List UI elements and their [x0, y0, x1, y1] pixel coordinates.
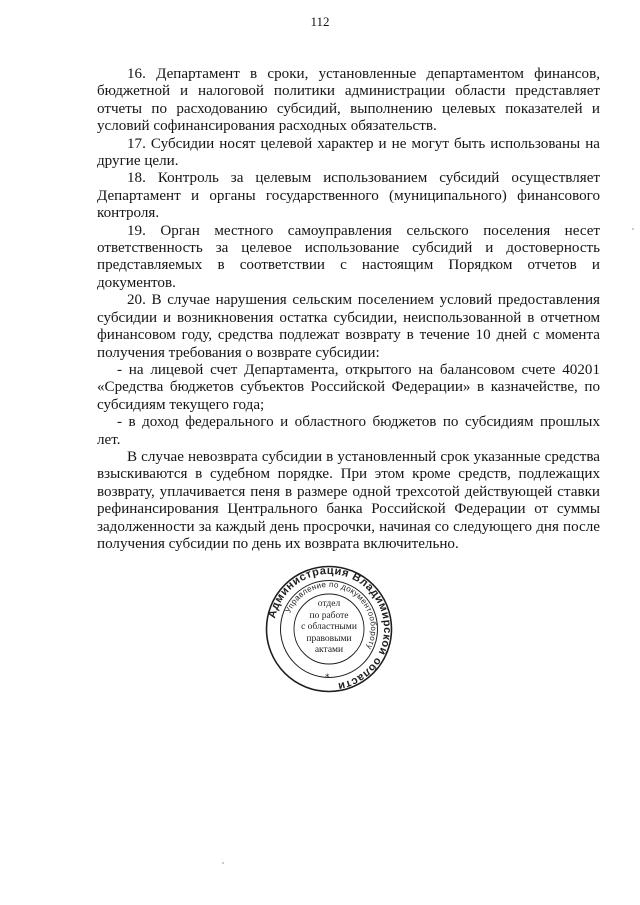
official-stamp	[265, 565, 393, 693]
stamp-inner-ring-text: Управление по документообороту	[283, 579, 379, 652]
stamp-outer-ring-text: Администрация Владимирской области	[266, 565, 393, 693]
paragraph: 19. Орган местного самоуправления сельского поселения несет ответственность за целевое использование субсидий и достоверность представляемых в соответствии с настоящим Порядком отчетов и документов.	[97, 222, 600, 291]
paragraph: 18. Контроль за целевым использованием субсидий осуществляет Департамент и органы государственного (муниципального) финансового контроля.	[97, 170, 600, 222]
page-number: 112	[310, 14, 330, 29]
paragraph: 20. В случае нарушения сельским поселением условий предоставления субсидии и возникновения остатка субсидии, неиспользованной в отчетном финансовом году, средства подлежат возврату в течение 10 дней с момента получения требования о возврате субсидии:	[97, 292, 600, 361]
paragraph: 17. Субсидии носят целевой характер и не могут быть использованы на другие цели.	[97, 135, 600, 170]
document-body	[97, 66, 600, 553]
stamp-center-line: отдел	[317, 599, 341, 609]
paragraph: 16. Департамент в сроки, установленные департаментом финансов, бюджетной и налоговой политики администрации области представляет отчеты по расходованию субсидий, выполнению целевых показателей и условий софинансирования расходных обязательств.	[97, 66, 600, 135]
stamp-star: *	[325, 673, 330, 683]
scan-speck	[222, 862, 224, 864]
scan-speck	[632, 228, 634, 230]
stamp-center-line: с областными	[301, 622, 357, 632]
paragraph: В случае невозврата субсидии в установленный срок указанные средства взыскиваются в судебном порядке. При этом кроме средств, подлежащих возврату, уплачивается пеня в размере одной трехсотой действующей ставки рефинансирования Центрального банка Российской Федерации от суммы задолженности за каждый день просрочки, начиная со следующего дня после получения субсидии по день их возврата включительно.	[97, 448, 600, 552]
stamp-center-text	[295, 599, 363, 657]
stamp-center-line: правовыми	[306, 633, 352, 644]
list-item-paragraph: - в доход федерального и областного бюджетов по субсидиям прошлых лет.	[97, 414, 600, 448]
list-item-paragraph: - на лицевой счет Департамента, открытого на балансовом счете 40201 «Средства бюджетов субъектов Российской Федерации» в казначействе, по субсидиям текущего года;	[97, 361, 600, 413]
stamp-center-line: актами	[314, 645, 344, 655]
stamp-center-line: по работе	[309, 610, 349, 621]
